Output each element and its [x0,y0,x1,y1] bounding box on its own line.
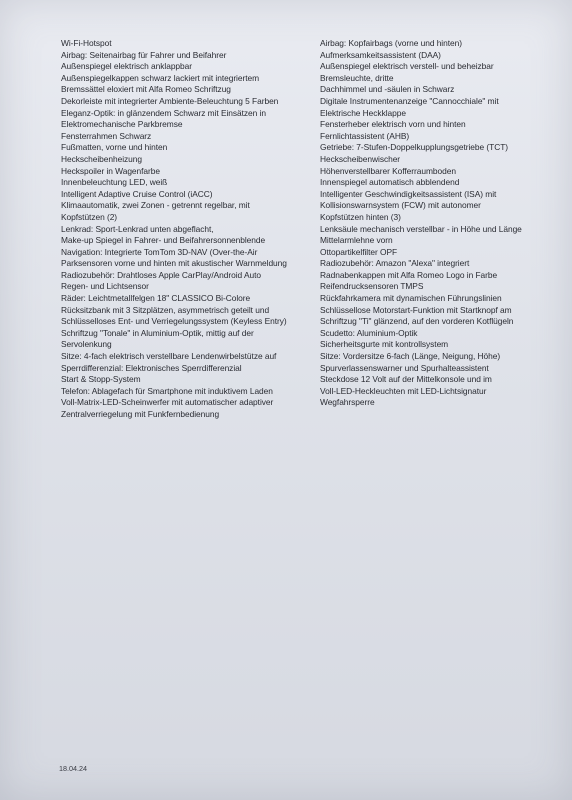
feature-line: Klimaautomatik, zwei Zonen - getrennt regelbar, mit [61,200,250,211]
feature-line: Elektromechanische Parkbremse [61,119,183,130]
feature-line: Bremsleuchte, dritte [320,72,394,83]
feature-line: Wi-Fi-Hotspot [61,38,112,48]
feature-line: Radiozubehör: Drahtloses Apple CarPlay/Android Auto [61,269,261,280]
feature-line: Dachhimmel und -säulen in Schwarz [320,84,455,95]
feature-line: Fernlichtassistent (AHB) [320,130,410,141]
feature-line: Lenkrad: Sport-Lenkrad unten abgeflacht, [61,223,214,234]
feature-line: Eleganz-Optik: in glänzendem Schwarz mit Einsätzen in [61,107,266,118]
feature-line: Kopfstützen hinten (3) [320,211,401,222]
feature-line: Servolenkung [61,339,112,350]
feature-line: Rückfahrkamera mit dynamischen Führungslinien [320,293,502,304]
feature-line: Digitale Instrumentenanzeige "Cannocchiale" mit [320,95,499,106]
feature-line: Getriebe: 7-Stufen-Doppelkupplungsgetriebe (TCT) [320,142,508,153]
feature-line: Räder: Leichtmetallfelgen 18" CLASSICO Bi-Colore [61,293,251,304]
feature-line: Intelligenter Geschwindigkeitsassistent (ISA) mit [320,188,497,199]
feature-line: Reifendrucksensoren TMPS [320,281,424,292]
feature-line: Dekorleiste mit integrierter Ambiente-Beleuchtung 5 Farben [61,95,279,106]
feature-line: Schriftzug "Tonale" in Aluminium-Optik, mittig auf der [61,327,254,338]
feature-line: Heckscheibenwischer [320,153,401,164]
feature-line: Kollisionswarnsystem (FCW) mit autonomer [320,200,481,211]
feature-line: Sperrdifferenzial: Elektronisches Sperrdifferenzial [61,362,242,373]
feature-list-right [320,38,552,409]
feature-line: Innenbeleuchtung LED, weiß [61,177,168,188]
feature-line: Zentralverriegelung mit Funkfernbedienung [61,409,220,419]
feature-line: Start & Stopp-System [61,374,141,385]
feature-line: Sicherheitsgurte mit kontrollsystem [320,339,449,350]
feature-line: Höhenverstellbarer Kofferraumboden [320,165,456,176]
feature-line: Innenspiegel automatisch abblendend [320,177,460,188]
feature-line: Schlüsselloses Ent- und Verriegelungssystem (Keyless Entry) [61,316,287,327]
feature-line: Radiozubehör: Amazon "Alexa" integriert [320,258,470,269]
feature-line: Aufmerksamkeitsassistent (DAA) [320,49,441,60]
feature-line: Bremssättel eloxiert mit Alfa Romeo Schriftzug [61,84,231,95]
feature-line: Außenspiegelkappen schwarz lackiert mit integriertem [61,72,260,83]
feature-line: Außenspiegel elektrisch anklappbar [61,61,192,72]
feature-line: Sitze: Vordersitze 6-fach (Länge, Neigung, Höhe) [320,351,501,362]
feature-line: Steckdose 12 Volt auf der Mittelkonsole und im [320,374,492,385]
feature-line: Make-up Spiegel in Fahrer- und Beifahrersonnenblende [61,235,266,246]
feature-line: Parksensoren vorne und hinten mit akustischer Warnmeldung [61,258,287,269]
document-date: 18.04.24 [59,764,87,773]
feature-line: Voll-LED-Heckleuchten mit LED-Lichtsignatur [320,385,487,396]
feature-line: Heckscheibenheizung [61,153,142,164]
feature-line: Spurverlassenswarner und Spurhalteassistent [320,362,489,373]
feature-line: Elektrische Heckklappe [320,107,406,118]
feature-line: Fensterheber elektrisch vorn und hinten [320,119,466,130]
feature-line: Intelligent Adaptive Cruise Control (iACC) [61,188,213,199]
feature-line: Fensterrahmen Schwarz [61,130,152,141]
feature-line: Radnabenkappen mit Alfa Romeo Logo in Farbe [320,269,498,280]
feature-line: Ottopartikelfilter OPF [320,246,398,257]
feature-line: Airbag: Seitenairbag für Fahrer und Beifahrer [61,49,227,60]
feature-line: Voll-Matrix-LED-Scheinwerfer mit automatischer adaptiver [61,397,274,408]
feature-line: Heckspoiler in Wagenfarbe [61,165,160,176]
feature-line: Schriftzug "Ti" glänzend, auf den vorderen Kotflügeln [320,316,514,327]
feature-line: Schlüssellose Motorstart-Funktion mit Startknopf am [320,304,512,315]
feature-line: Rücksitzbank mit 3 Sitzplätzen, asymmetrisch geteilt und [61,304,270,315]
feature-line: Lenksäule mechanisch verstellbar - in Höhe und Länge [320,223,522,234]
feature-line: Airbag: Kopfairbags (vorne und hinten) [320,38,462,48]
feature-line: Scudetto: Aluminium-Optik [320,327,418,338]
feature-line: Telefon: Ablagefach für Smartphone mit induktivem Laden [61,385,273,396]
feature-line: Sitze: 4-fach elektrisch verstellbare Lendenwirbelstütze auf [61,351,277,362]
feature-line: Wegfahrsperre [320,397,375,408]
feature-line: Mittelarmlehne vorn [320,235,393,246]
feature-line: Kopfstützen (2) [61,211,118,222]
feature-line: Regen- und Lichtsensor [61,281,149,292]
feature-line: Fußmatten, vorne und hinten [61,142,168,153]
feature-list-left [61,38,309,421]
feature-line: Navigation: Integrierte TomTom 3D-NAV (Over-the-Air [61,246,258,257]
feature-line: Außenspiegel elektrisch verstell- und beheizbar [320,61,494,72]
